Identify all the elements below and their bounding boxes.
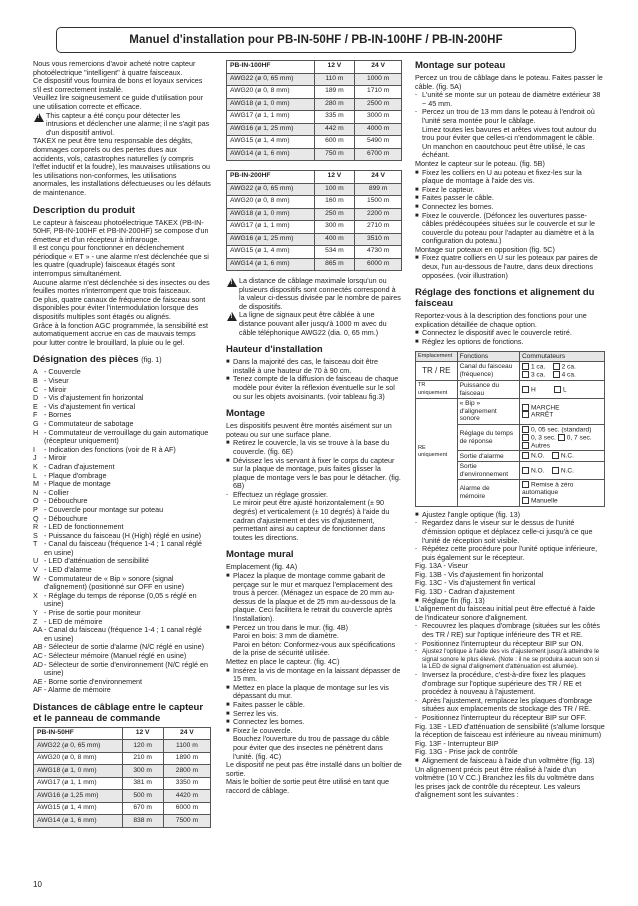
table-cell: 210 m [122,752,163,765]
table-cell: 534 m [314,246,355,259]
table-cell: 189 m [314,86,355,99]
cable-table-200hf [226,170,402,271]
table-cell: AWG20 (ø 0, 8 mm) [227,196,315,209]
table-cell: 2710 m [355,221,402,234]
paragraph: Mais le boîtier de sortie peut être utilisé en tant que raccord de câblage. [226,777,390,795]
bullet-item: ■ Mettez en place la plaque de montage sur les vis dépassant du mur. [226,682,389,701]
cable-table-100hf [226,60,402,161]
part-item: AC - Sélecteur mémoire (Manuel réglé en usine) [33,651,187,660]
table-header-cell: PB-IN-100HF [227,61,315,74]
paragraph: Le miroir peut être ajusté horizontalement (± 90 degrés) et verticalement (± 10 degrés) à l'aide du cadran d'ajustement et des vis d'ajustement, permettant ainsi au capteur de fonctionner dans toutes les directions. [233,498,390,542]
settings-table: Emplacement Fonctions Commutateurs TR / RE Canal du faisceau (fréquence) 1 ca. 2 ca. 3 ca. 4 ca. TR uniquement Puissance du faisceau H L RE uniquement « Bip » d'alignement sonore MARCHE ARRÊT Réglage du temps de réponse 0, 05 sec. (standard) 0, 3 sec. 0, 7 sec. Autres Sortie d'alarme N.O. N.C. Sortie d'environnement N.O. N.C. Alarme de mémoire Remise à zéro automatique Manuelle [415,351,605,507]
part-item: AA - Canal du faisceau (fréquence 1-4 ; 1 canal réglé en usine) [33,625,202,643]
cable-table-50hf [33,727,211,828]
warning-icon [227,278,237,287]
paragraph: Montage sur poteaux en opposition (fig. 5C) [415,244,555,254]
part-item: I - Indication des fonctions (voir de R à AF) [33,444,176,454]
section-heading: Montage mural [226,549,294,561]
dash-item: - L'unité se monte sur un poteau de diamètre extérieur 38 ~ 45 mm. [415,90,601,108]
bullet-item: ■ Fixez quatre colliers en U sur les poteaux par paires de deux, l'un au-dessous de l'autre, dans deux directions opposées. (voir illustration) [415,253,598,280]
bullet-item: ■ Retirez le couvercle, la vis se trouve à la base du couvercle. (fig. 6E) [226,438,390,456]
part-item: L - Plaque d'ombrage [33,470,107,480]
bullet-item: ■ Dévissez les vis servant à fixer le corps du capteur sur la plaque de montage, puis faites glisser la plaque de montage vers le bas pour le détacher. (fig. 6B) [226,455,401,491]
part-item: D - Vis d'ajustement fin horizontal [33,393,144,403]
checkbox [522,452,529,459]
table-cell: 7500 m [163,815,210,828]
paragraph: Emplacement (fig. 4A) [226,562,298,572]
table-cell: 442 m [314,123,355,136]
part-item: O - Débouchure [33,496,88,506]
part-item: R - LED de fonctionnement [33,522,124,532]
table-cell: AWG22 (ø 0, 65 mm) [227,183,315,196]
section-heading: Description du produit [33,204,135,216]
dash-item: - Après l'ajustement, remplacez les plaques d'ombrage situées aux emplacements de stockage des TR / RE. [415,695,593,714]
bullet-item: ■ Connectez le dispositif avec le couvercle retiré. [415,328,572,338]
bullet-item: ■ Placez la plaque de montage comme gabarit de perçage sur le mur et marquez l'emplacement des trous à percer. (Ménagez un espace de 20 mm au-dessus de la plaque et de 25 mm au-dessous de la plaque. Ceci facilitera le retrait du couvercle après l'installation). [226,571,396,623]
part-item: X - Réglage du temps de réponse (0,05 s réglé en usine) [33,590,197,609]
part-item: Q - Débouchure [33,513,88,523]
table-cell: AWG14 (ø 1, 6 mm) [227,258,315,271]
warning-note: ! La distance de câblage maximale lorsqu'un ou plusieurs dispositifs sont connectés correspond à la valeur ci-dessus divisée par le nombre de paires de dispositifs. [226,277,402,311]
part-item: AD - Sélecteur de sortie d'environnement (N/C réglé en usine) [33,659,208,678]
table-cell: 300 m [314,221,355,234]
checkbox [553,363,560,370]
table-cell: AWG16 (ø 1, 25 mm) [227,123,315,136]
page-number: 10 [33,880,42,889]
paragraph: De plus, quatre canaux de fréquence de faisceau sont disponibles pour éviter l'intermodulation lorsque des dispositifs multiples sont étagés ou alignés. [33,294,206,322]
table-header-row [227,61,402,74]
table-row [227,136,402,149]
part-item: N - Collier [33,487,69,497]
table-cell: 4730 m [355,246,402,259]
part-item: F - Bornes [33,410,72,420]
table-cell: 6000 m [163,802,210,815]
table-header-cell: 24 V [355,171,402,184]
table-header-row [227,171,402,184]
section-heading: Hauteur d'installation [226,344,323,356]
dash-item: - Regardez dans le viseur sur le dessus de l'unité d'émission optique et déplacez celle-ci jusqu'à ce que l'unité de réception soit visible. [415,518,593,545]
checkbox [558,434,565,441]
table-row [227,196,402,209]
table-cell: 2500 m [355,98,402,111]
paragraph: Reportez-vous à la description des fonctions pour une explication détaillée de chaque option. [415,311,587,329]
parts-list [33,368,211,695]
table-header-cell: 12 V [122,727,163,740]
table-row [34,802,211,815]
table-row [227,98,402,111]
table-cell: AWG18 (ø 1, 0 mm) [227,208,315,221]
table-cell: 110 m [314,73,355,86]
section-heading: Réglage des fonctions et alignement du faisceau [415,287,595,310]
part-item: W - Commutateur de « Bip » sonore (signal d'alignement) (positionné sur OFF en usine) [33,573,184,592]
table-cell: 1500 m [355,196,402,209]
bullet-item: ■ Fixez le capteur. [415,184,475,194]
part-item: K - Cadran d'ajustement [33,461,115,471]
table-row [227,123,402,136]
part-item: T - Canal du faisceau (fréquence 1-4 ; 1 canal réglé en usine) [33,539,202,557]
table-row [227,221,402,234]
table-cell: 750 m [314,148,355,161]
checkbox [522,371,529,378]
table-row [227,148,402,161]
table-cell: 899 m [355,183,402,196]
table-cell: AWG14 (ø 1, 6 mm) [227,148,315,161]
dash-item: - Ajustez l'optique à l'aide des vis d'ajustement jusqu'à atteindre le signal sonore le plus élevé. (Note : il ne se produira aucun son si la LED de signal d'alignement d'atténuation est allumée). [415,648,600,671]
intro-text: TAKEX ne peut être tenu responsable des dégâts, dommages corporels ou des pertes dues aux accidents, vols, catastrophes naturelles (y compris l'effet inductif et la foudre), les mauvaises utilisations ou les utilisations non-conformes, les utilisations anormales, les installations défectueuses ou les défauts de maintenance. [33,136,211,197]
checkbox [522,386,529,393]
dash-item: - Inversez la procédure, c'est-à-dire fixez les plaques d'ombrage sur l'optique supérieure des TR / RE et procédez à nouveau à l'ajustement. [415,670,586,697]
table-cell: AWG20 (ø 0, 8 mm) [34,752,123,765]
checkbox [522,442,529,449]
table-cell: AWG17 (ø 1, 1 mm) [227,111,315,124]
table-cell: 5490 m [355,136,402,149]
table-cell: AWG16 (ø 1,25 mm) [34,790,123,803]
part-item: G - Commutateur de sabotage [33,418,134,428]
part-item: AB - Sélecteur de sortie d'alarme (N/C réglé en usine) [33,642,204,652]
paragraph: Un alignement précis peut être réalisé à l'aide d'un voltmètre (10 V CC.) Branchez les fils du voltmètre dans les prises jack de contrôle du récepteur. Les valeurs d'alignement sont les suivantes : [415,764,594,800]
table-cell: AWG16 (ø 1, 25 mm) [227,233,315,246]
checkbox [522,481,529,488]
paragraph: Fig. 13F - Interrupteur BIP [415,738,499,748]
paragraph: Fig. 13A - Viseur [415,561,468,571]
checkbox [522,497,529,504]
table-row [34,765,211,778]
column-middle [226,60,402,795]
checkbox [552,467,559,474]
paragraph: Montez le capteur sur le poteau. (fig. 5B) [415,158,545,168]
checkbox [522,411,529,418]
dash-item: - Répétez cette procédure pour l'unité optique inférieure, puis également sur le récepteur. [415,544,598,562]
table-header-cell: 24 V [355,61,402,74]
checkbox [522,404,529,411]
table-header-cell: PB-IN-50HF [34,727,123,740]
paragraph: Les dispositifs peuvent être montés aisément sur un poteau ou sur une surface plane. [226,421,392,439]
paragraph: Il est conçu pour fonctionner en déclenchement périodique « ET » - une alarme n'est déclenchée que si les quatre (quadruple) faisceaux étagés sont interrompus simultanément. [33,243,209,279]
checkbox [522,467,529,474]
paragraph: Le capteur à faisceau photoélectrique TAKEX (PB-IN-50HF, PB-IN-100HF et PB-IN-200HF) se compose d'un émetteur et d'un récepteur à infrarouge. [33,217,209,244]
bullet-item: ■ Tenez compte de la diffusion de faisceau de chaque modèle pour éviter la réflexion éventuelle sur le sol ou sur les objets avoisinants. (voir tableau fig.3) [226,374,399,401]
paragraph: Fig. 13E - LED d'atténuation de sensibilité (s'allume lorsque la réception de faisceau est inférieure au niveau minimum) [415,721,605,740]
page-title: Manuel d'installation pour PB-IN-50HF / PB-IN-100HF / PB-IN-200HF [56,27,576,53]
section-heading: Désignation des pièces (fig. 1) [33,354,162,366]
table-cell: AWG20 (ø 0, 8 mm) [227,86,315,99]
warning-icon [34,113,44,122]
paragraph: Fig. 13G - Prise jack de contrôle [415,747,518,757]
table-header-cell: PB-IN-200HF [227,171,315,184]
paragraph: Le dispositif ne peut pas être installé dans un boîtier de sortie. [226,760,402,778]
table-cell: 4000 m [355,123,402,136]
part-item: C - Miroir [33,384,67,394]
bullet-item: ■ Ajustez l'angle optique (fig. 13) [415,509,521,519]
table-row [227,183,402,196]
checkbox [552,452,559,459]
table-cell: 2800 m [163,765,210,778]
section-heading: Distances de câblage entre le capteur et le panneau de commande [33,701,204,724]
bullet-item: ■ Alignement de faisceau à l'aide d'un voltmètre (fig. 13) [415,755,595,765]
warning-note: ! La ligne de signaux peut être câblée à une distance pouvant aller jusqu'à 1000 m avec du câble téléphonique AWG22 (dia. 0, 65 mm.) [226,311,402,337]
table-cell: 1890 m [163,752,210,765]
checkbox [522,434,529,441]
part-item: Y - Prise de sortie pour moniteur [33,608,141,618]
table-row [227,73,402,86]
paragraph: L'alignement du faisceau initial peut être effectué à l'aide de l'indicateur sonore d'alignement. [415,604,596,622]
part-item: V - LED d'alarme [33,565,92,575]
table-cell: 381 m [122,777,163,790]
table-header-cell: 12 V [314,171,355,184]
bullet-item: ■ Connectez les bornes. [226,717,305,727]
table-header-row [34,727,211,740]
paragraph: Mettez en place le capteur. (fig. 4C) [226,656,340,666]
table-cell: 335 m [314,111,355,124]
table-cell: AWG15 (ø 1, 4 mm) [227,136,315,149]
paragraph: Grâce à la fonction AGC programmée, la sensibilité est automatiquement accrue en cas de mauvais temps pour lutter contre le brouillard, la pluie ou le gel. [33,320,208,347]
table-row [34,740,211,753]
part-item: U - LED d'atténuation de sensibilité [33,556,149,566]
table-cell: 1710 m [355,86,402,99]
dash-item: - Positionnez l'interrupteur du récepteur BIP sur ON. [415,638,584,648]
warning-note: ! This capteur a été conçu pour détecter les intrusions et déclencher une alarme; il ne s'agit pas d'un dispositif antivol. [33,112,211,138]
part-item: P - Couvercle pour montage sur poteau [33,504,164,514]
column-left [33,60,211,834]
paragraph: Percez un trou de câblage dans le poteau. Faites passer le câble. (fig. 5A) [415,73,603,91]
intro-text: Ce dispositif vous fournira de bons et loyaux services s'il est correctement installé. [33,76,203,94]
table-cell: 3000 m [355,111,402,124]
table-row [227,111,402,124]
dash-item: - Percez un trou de 13 mm dans le poteau à l'endroit où l'unité sera montée pour le câblage. [415,107,595,125]
table-header-cell: 12 V [314,61,355,74]
table-cell: 670 m [122,802,163,815]
table-row [227,258,402,271]
bullet-item: ■ Dans la majorité des cas, le faisceau doit être installé à une hauteur de 70 à 90 cm. [226,357,379,375]
table-cell: AWG22 (ø 0, 65 mm) [227,73,315,86]
part-item: H - Commutateur de verrouillage du gain automatique (récepteur uniquement) [33,427,209,446]
table-cell: 280 m [314,98,355,111]
part-item: B - Viseur [33,376,69,385]
table-cell: 1100 m [163,740,210,753]
bullet-item: ■ Faites passer le câble. [415,193,494,203]
table-cell: 250 m [314,208,355,221]
table-row [227,246,402,259]
dash-item: - Positionnez l'interrupteur du récepteur BIP sur OFF. [415,712,587,722]
table-cell: 3350 m [163,777,210,790]
table-row [34,790,211,803]
checkbox [522,426,529,433]
table-row [34,752,211,765]
intro-text: Veuillez lire soigneusement ce guide d'utilisation pour une utilisation correcte et efficace. [33,93,203,111]
table-cell: AWG17 (ø 1, 1 mm) [34,777,123,790]
bullet-item: ■ Réglez les options de fonctions. [415,337,524,347]
paragraph: Fig. 13B - Vis d'ajustement fin horizontal [415,569,544,579]
paragraph: Paroi en béton: Conformez-vous aux spécifications de la prise de sécurité utilisée. [233,639,396,658]
table-cell: 1000 m [355,73,402,86]
bullet-item: ■ Fixez le couvercle. (Défoncez les ouvertures passe-câbles prédécoupées situées sur le couvercle et sur le couvercle du poteau pour l'adapter au diamètre et à la configuration du poteau.) [415,210,595,246]
part-item: Z - LED de mémoire [33,616,103,626]
part-item: M - Plaque de montage [33,479,111,489]
warning-icon [227,312,237,321]
table-cell: AWG17 (ø 1, 1 mm) [227,221,315,234]
bullet-item: ■ Fixez les colliers en U au poteau et fixez-les sur la plaque de montage à l'aide des vis. [415,167,582,186]
table-cell: 100 m [314,183,355,196]
intro-text: Nous vous remercions d'avoir acheté notre capteur photoélectrique "intelligent" à quatre faisceaux. [33,59,196,77]
part-item: E - Vis d'ajustement fin vertical [33,401,136,411]
part-item: S - Puissance du faisceau (H (High) réglé en usine) [33,530,202,540]
part-item: AF - Alarme de mémoire [33,685,111,695]
bullet-item: ■ Connectez les bornes. [415,201,494,211]
table-cell: 865 m [314,258,355,271]
table-cell: AWG15 (ø 1, 4 mm) [227,246,315,259]
part-item: A - Couvercle [33,367,81,377]
checkbox [554,386,561,393]
bullet-item: ■ Fixez le couvercle. [226,725,293,735]
table-row [34,815,211,828]
paragraph: Aucune alarme n'est déclenchée si des insectes ou des feuilles mortes n'interrompent que trois faisceaux. [33,277,210,296]
table-cell: 6700 m [355,148,402,161]
part-item: AE - Borne sortie d'environnement [33,676,143,686]
table-cell: 400 m [314,233,355,246]
table-cell: 600 m [314,136,355,149]
table-row [227,86,402,99]
paragraph: Fig. 13C - Vis d'ajustement fin vertical [415,578,536,588]
paragraph: Fig. 13D - Cadran d'ajustement [415,587,515,597]
section-heading: Montage sur poteau [415,60,506,71]
paragraph: Limez toutes les bavures et arêtes vives tout autour du trou pour éviter que celles-ci n'endommagent le câble. Un manchon en caoutchouc peut être utilisé, le cas échéant. [422,124,597,160]
table-cell: 2200 m [355,208,402,221]
dash-item: - Recouvrez les plaques d'ombrage (situées sur les côtés des TR / RE) sur l'optique inférieure des TR et RE. [415,621,600,640]
column-right [415,60,605,800]
table-cell: 6000 m [355,258,402,271]
table-cell: AWG18 (ø 1, 0 mm) [227,98,315,111]
table-cell: AWG15 (ø 1, 4 mm) [34,802,123,815]
table-cell: 500 m [122,790,163,803]
dash-item: - Effectuez un réglage grossier. [226,489,328,499]
bullet-item: ■ Faites passer le câble. [226,699,305,709]
section-heading: Montage [226,408,266,420]
table-cell: 120 m [122,740,163,753]
table-cell: AWG14 (ø 1, 6 mm) [34,815,123,828]
table-cell: 300 m [122,765,163,778]
table-cell: AWG18 (ø 1, 0 mm) [34,765,123,778]
table-row [34,777,211,790]
table-header-cell: 24 V [163,727,210,740]
paragraph: Paroi en bois: 3 mm de diamètre. [233,631,339,641]
checkbox [522,363,529,370]
part-item: J - Miroir [33,453,67,463]
table-cell: 3510 m [355,233,402,246]
paragraph: Bouchez l'ouverture du trou de passage du câble pour éviter que des insectes ne pénètrent dans l'unité. (fig. 4C) [233,734,390,761]
checkbox [553,371,560,378]
table-row [227,208,402,221]
bullet-item: ■ Percez un trou dans le mur. (fig. 4B) [226,622,349,632]
table-cell: 160 m [314,196,355,209]
table-cell: AWG22 (ø 0, 65 mm) [34,740,123,753]
bullet-item: ■ Réglage fin (fig. 13) [415,595,485,605]
bullet-item: ■ Insérez la vis de montage en la laissant dépasser de 15 mm. [226,665,401,684]
bullet-item: ■ Serrez les vis. [226,708,279,718]
table-row [227,233,402,246]
table-cell: 4420 m [163,790,210,803]
table-cell: 838 m [122,815,163,828]
